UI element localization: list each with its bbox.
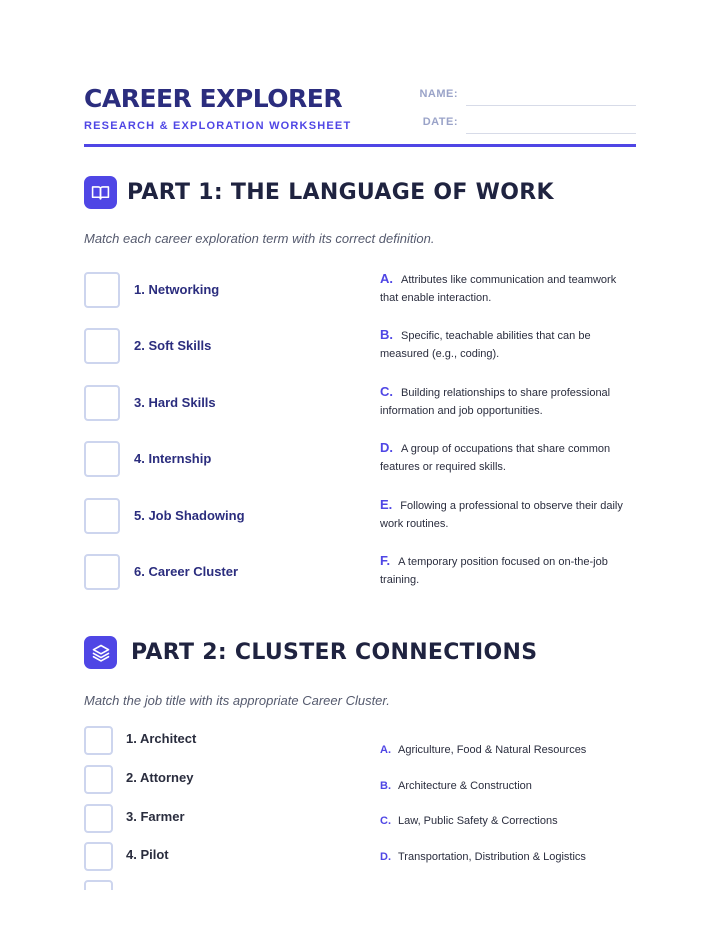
definition xyxy=(380,496,636,533)
worksheet-title: CAREER EXPLORER xyxy=(84,84,343,113)
date-field[interactable] xyxy=(400,114,636,134)
definition xyxy=(380,552,636,589)
definition-text: Specific, teachable abilities that can be measured (e.g., coding). xyxy=(380,330,591,360)
cluster-letter: C. xyxy=(380,815,391,827)
worksheet-subtitle: RESEARCH & EXPLORATION WORKSHEET xyxy=(84,120,352,132)
term-label: 3. Hard Skills xyxy=(134,395,216,410)
definition-letter: C. xyxy=(380,384,393,399)
definition-letter: A. xyxy=(380,271,393,286)
cluster-item xyxy=(380,780,640,792)
term-row xyxy=(84,554,636,600)
part1-instructions: Match each career exploration term with its correct definition. xyxy=(84,231,435,246)
definition-text: Following a professional to observe their daily work routines. xyxy=(380,500,623,530)
job-row xyxy=(84,726,284,756)
open-book-icon xyxy=(84,176,117,209)
part2-instructions: Match the job title with its appropriate Career Cluster. xyxy=(84,693,390,708)
name-line[interactable] xyxy=(466,105,636,106)
term-row xyxy=(84,385,636,431)
name-label: NAME: xyxy=(419,88,458,100)
cluster-name: Agriculture, Food & Natural Resources xyxy=(398,744,587,756)
part2-title: PART 2: CLUSTER CONNECTIONS xyxy=(131,640,538,665)
term-row xyxy=(84,272,636,318)
answer-box[interactable] xyxy=(84,554,120,590)
term-label: 6. Career Cluster xyxy=(134,564,239,579)
job-title: 1. Architect xyxy=(126,731,197,746)
cluster-letter: B. xyxy=(380,780,391,792)
job-title: 2. Attorney xyxy=(126,770,194,785)
term-row xyxy=(84,328,636,374)
answer-box[interactable] xyxy=(84,498,120,534)
cluster-letter: A. xyxy=(380,744,391,756)
job-row xyxy=(84,804,284,834)
cluster-item xyxy=(380,815,640,827)
term-row xyxy=(84,498,636,544)
cluster-name: Transportation, Distribution & Logistics xyxy=(398,851,586,863)
date-line[interactable] xyxy=(466,133,636,134)
definition-letter: E. xyxy=(380,497,393,512)
definition-letter: B. xyxy=(380,327,393,342)
answer-box[interactable] xyxy=(84,328,120,364)
layers-icon xyxy=(84,636,117,669)
definition xyxy=(380,270,636,307)
cluster-item xyxy=(380,744,640,756)
term-row xyxy=(84,441,636,487)
definition-text: A temporary position focused on on-the-job training. xyxy=(380,556,608,586)
definition xyxy=(380,439,636,476)
term-label: 1. Networking xyxy=(134,282,220,297)
header-divider xyxy=(84,144,636,147)
cluster-letter: D. xyxy=(380,851,391,863)
cluster-name: Architecture & Construction xyxy=(398,780,532,792)
answer-box[interactable] xyxy=(84,804,113,833)
answer-box[interactable] xyxy=(84,842,113,871)
term-label: 2. Soft Skills xyxy=(134,338,212,353)
name-field[interactable] xyxy=(400,86,636,106)
answer-box[interactable] xyxy=(84,441,120,477)
answer-box[interactable] xyxy=(84,726,113,755)
definition-letter: D. xyxy=(380,440,393,455)
job-row xyxy=(84,765,284,795)
definition-text: Building relationships to share professional information and job opportunities. xyxy=(380,387,611,417)
term-label: 5. Job Shadowing xyxy=(134,508,245,523)
answer-box-partial[interactable] xyxy=(84,880,113,890)
part1-title: PART 1: THE LANGUAGE OF WORK xyxy=(127,180,554,205)
answer-box[interactable] xyxy=(84,385,120,421)
answer-box[interactable] xyxy=(84,765,113,794)
definition-text: Attributes like communication and teamwork that enable interaction. xyxy=(380,274,617,304)
definition xyxy=(380,383,636,420)
term-label: 4. Internship xyxy=(134,451,212,466)
job-title: 4. Pilot xyxy=(126,847,169,862)
answer-box[interactable] xyxy=(84,880,113,890)
definition-letter: F. xyxy=(380,553,391,568)
job-title: 3. Farmer xyxy=(126,809,185,824)
definition xyxy=(380,326,636,363)
answer-box[interactable] xyxy=(84,272,120,308)
job-row xyxy=(84,842,284,872)
definition-text: A group of occupations that share common features or required skills. xyxy=(380,443,611,473)
cluster-item xyxy=(380,851,640,863)
date-label: DATE: xyxy=(422,116,458,128)
cluster-name: Law, Public Safety & Corrections xyxy=(398,815,558,827)
